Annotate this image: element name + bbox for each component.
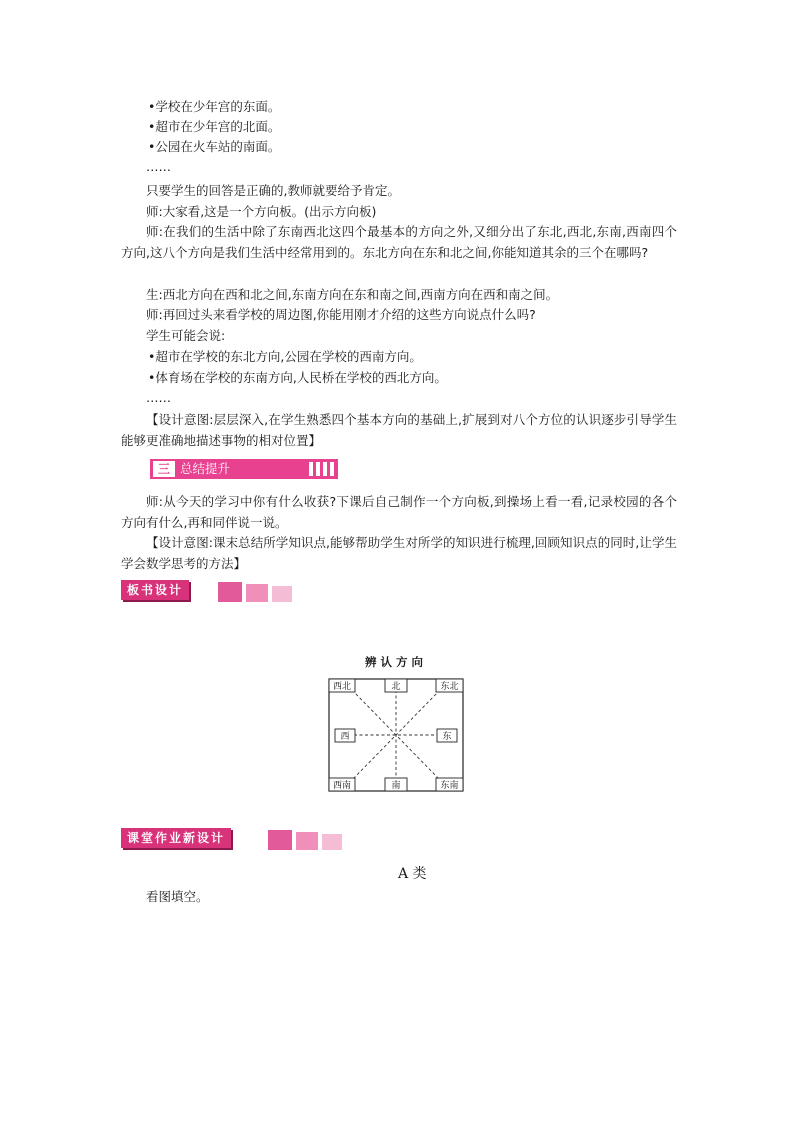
label-south: 南 [391, 781, 401, 791]
bullet-text-5: •体育场在学校的东南方向,人民桥在学校的西北方向。 [148, 370, 447, 385]
label-southwest: 西南 [332, 781, 352, 791]
paragraph-teacher-4: 师:从今天的学习中你有什么收获?下课后自己制作一个方向板,到操场上看一看,记录校园的各个方向有什么,再和同伴说一说。 [121, 494, 677, 530]
paragraph-teacher-2: 师:在我们的生活中除了东南西北这四个最基本的方向之外,又细分出了东北,西北,东南,西南四个方向,这八个方向是我们生活中经常用到的。东北方向在东和北之间,你能知道其余的三个在哪吗? [121, 224, 677, 260]
tag-square-1 [218, 582, 242, 602]
label-northeast: 东北 [440, 682, 459, 692]
a-class-heading: A 类 [398, 866, 427, 882]
label-west: 西 [340, 732, 350, 742]
section-number: 三 [157, 462, 170, 476]
paragraph-teacher-1: 师:大家看,这是一个方向板。(出示方向板) [146, 204, 377, 219]
tag-square-2 [246, 584, 268, 602]
label-southeast: 东南 [440, 781, 459, 791]
paragraph-teacher-3: 师:再回过头来看学校的周边图,你能用刚才介绍的这些方向说点什么吗? [146, 307, 536, 322]
design-intent-1: 【设计意图:层层深入,在学生熟悉四个基本方向的基础上,扩展到对八个方位的认识逐步引导学生能够更准确地描述事物的相对位置】 [121, 412, 677, 448]
homework-square-2 [296, 832, 318, 850]
board-design-tag: 板书设计 [121, 580, 189, 600]
section-stripes [309, 462, 334, 476]
label-north: 北 [391, 682, 401, 692]
section-banner [150, 459, 338, 479]
bullet-text-1: •学校在少年宫的东面。 [148, 99, 281, 114]
diagram-title: 辨认方向 [365, 655, 427, 669]
paragraph-may-say: 学生可能会说: [146, 328, 226, 343]
tag-square-3 [272, 586, 292, 602]
section-number-box [153, 461, 175, 477]
paragraph-affirm: 只要学生的回答是正确的,教师就要给予肯定。 [146, 183, 400, 198]
bullet-text-3: •公园在火车站的南面。 [148, 139, 281, 154]
ellipsis-1: …… [146, 159, 171, 174]
ellipsis-2: …… [146, 390, 171, 405]
fill-in-instruction: 看图填空。 [146, 889, 209, 904]
homework-square-3 [322, 834, 342, 850]
design-intent-2: 【设计意图:课末总结所学知识点,能够帮助学生对所学的知识进行梳理,回顾知识点的同时,让学生学会数学思考的方法】 [121, 535, 677, 571]
direction-board [326, 676, 466, 794]
bullet-text-2: •超市在少年宫的北面。 [148, 119, 281, 134]
label-east: 东 [442, 732, 452, 742]
bullet-text-4: •超市在学校的东北方向,公园在学校的西南方向。 [148, 349, 422, 364]
homework-square-1 [268, 830, 292, 850]
label-northwest: 西北 [332, 682, 352, 692]
section-title: 总结提升 [180, 461, 231, 476]
paragraph-student: 生:西北方向在西和北之间,东南方向在东和南之间,西南方向在西和南之间。 [146, 287, 559, 302]
homework-design-tag: 课堂作业新设计 [121, 828, 231, 848]
